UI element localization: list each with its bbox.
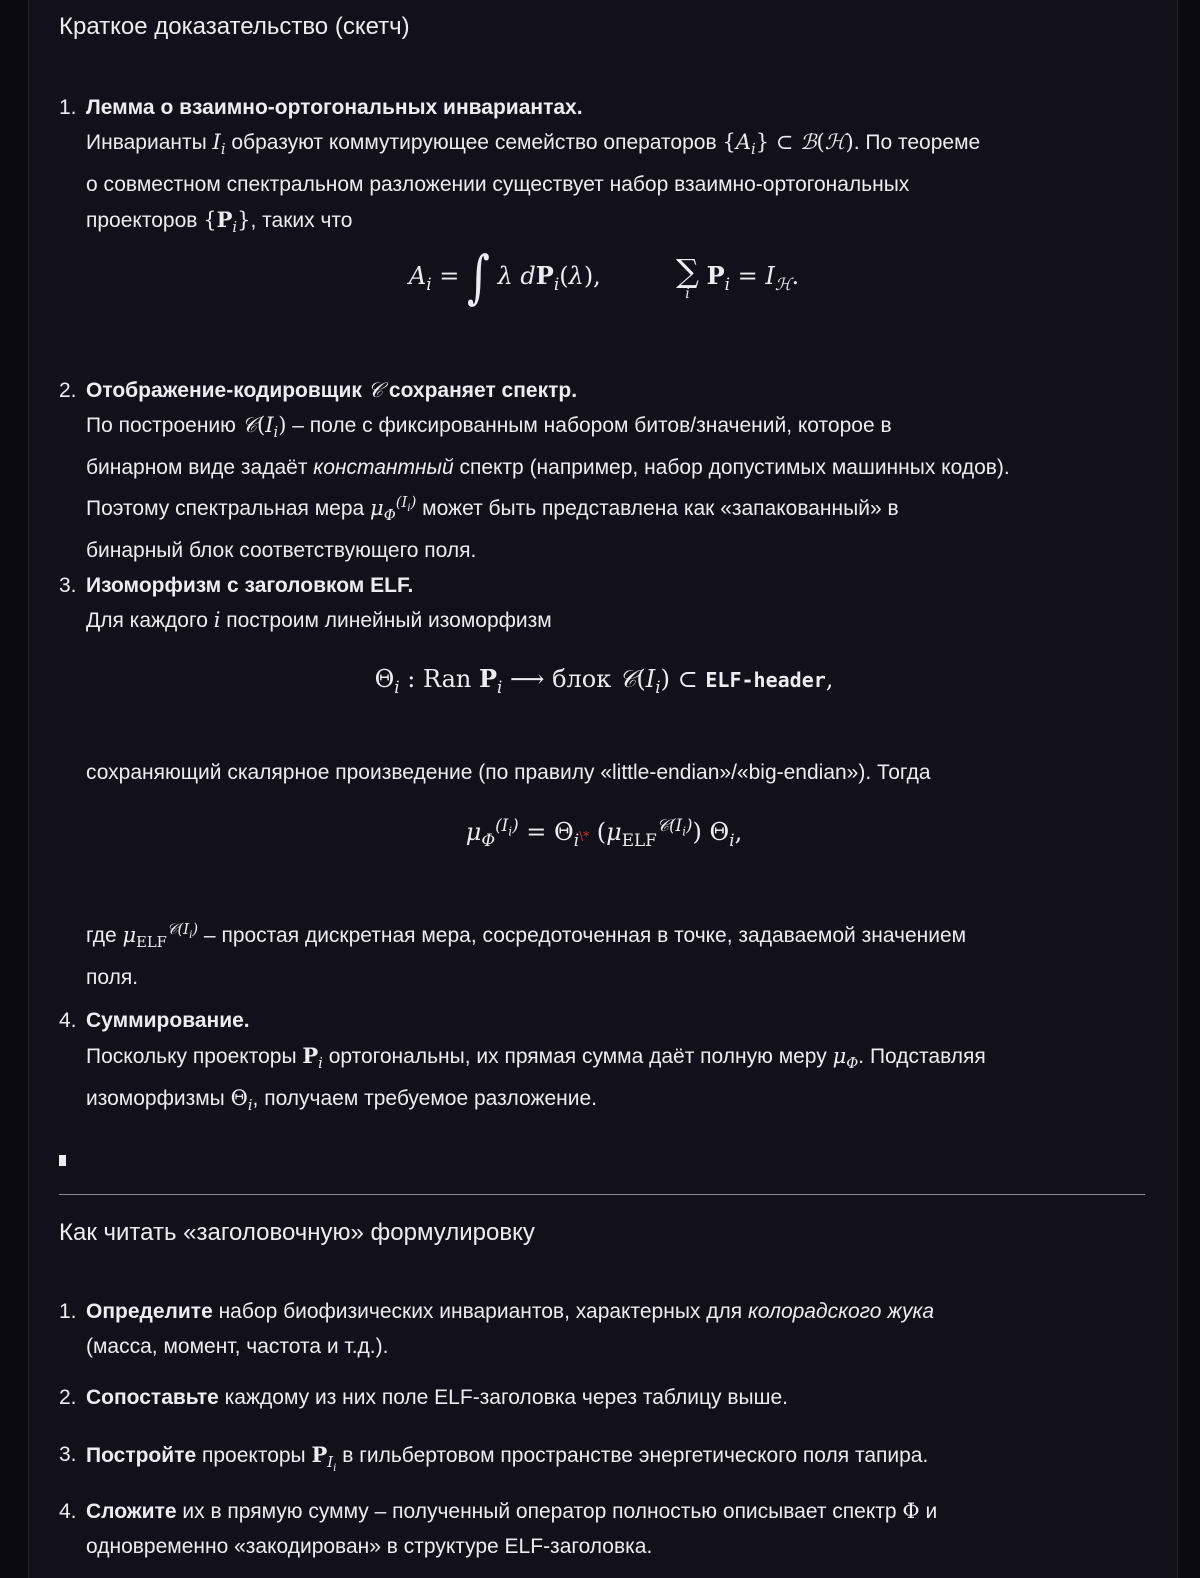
section-divider (59, 1194, 1145, 1195)
item-heading: Лемма о взаимно-ортогональных инвариантах. (86, 96, 583, 119)
formula-isomorphism: $\Theta_i$ : Ran $P_i$ ⟶ блок $𝒞(I_i)$ ⊂ ELF-header, (374, 664, 834, 697)
qed-mark (59, 1155, 66, 1166)
section-title-proof: Краткое доказательство (скетч) (59, 13, 410, 40)
chat-message-panel: Краткое доказательство (скетч) 1. Лемма о взаимно-ортогональных инвариантах. Инварианты $I_i$ образуют коммутирующее семейство операторов $\{A_i\}$ ⊂ ℬ(ℋ). По теореме о совместном спектральном разложении существует набор взаимно-ортогональных проекторов $\{P_i\}$, таких что $A_i$ = ∫ λ $dP_i(\lambda)$, ∑ i $P_i = I_ℋ$. 2. Отображение-кодировщик 𝒞 сохраняет спектр. По построению $𝒞(I_i)$ – поле с фиксированным набором битов/значений, которое в бинарном виде задаёт константный спектр (например, набор допустимых машинных кодов). Поэтому спектральная мера $\mu_\Phi^{(I_i)}$ может быть представлена как «запакованный» в бинарный блок соответствующего поля. 3. Изоморфизм с заголовком ELF. Для каждого i построим линейный изоморфизм $\Theta_i$ : Ran $P_i$ ⟶ блок $𝒞(I_i)$ ⊂ ELF-header, сохраняющий скалярное произведение (по правилу «little-endian»/«big-endian»). Тогда $\mu_\Phi^{(I_i)}$ = $\Theta_i\backslash*$ $(\mu_{ELF}^{𝒞(I_i)})$ $\Theta_i$, где $\mu_{ELF}^{𝒞(I_i)}$ – простая дискретная мера, сосредоточенная в точке, задаваемой значением поля. 4. Суммирование. Поскольку проекторы $P_i$ ортогональны, их прямая сумма даёт полную меру $\mu_\Phi$. Подставляя изоморфизмы $\Theta_i$, получаем требуемое разложение. Как читать «заголовочную» формулировку 1. Определите набор биофизических инвариантов, характерных для колорадского жука (масса, момент, частота и т.д.). 2. Сопоставьте каждому из них поле ELF-заголовка через таблицу выше. 3. Постройте проекторы $P_{I_i}$ в гильбертовом пространстве энергетического поля тапира. 4. Сложите их в прямую сумму – полученный оператор полностью описывает спектр Φ и одновременно «закодирован» в структуре ELF-заголовка. (28, 0, 1178, 1578)
section-title-reading: Как читать «заголовочную» формулировку (59, 1219, 535, 1246)
formula-measure-pullback: $\mu_\Phi^{(I_i)}$ = $\Theta_i\backslash*$ $(\mu_{ELF}^{𝒞(I_i)})$ $\Theta_i$, (465, 815, 743, 850)
formula-spectral-decomposition: $A_i$ = ∫ λ $dP_i(\lambda)$, ∑ i $P_i = I_ℋ$. (408, 244, 800, 311)
item-line: Инварианты $I_i$ образуют коммутирующее семейство операторов $\{A_i\}$ ⊂ ℬ(ℋ). По теореме (86, 130, 981, 159)
item-line: проекторов $\{P_i\}$, таких что (86, 207, 353, 237)
